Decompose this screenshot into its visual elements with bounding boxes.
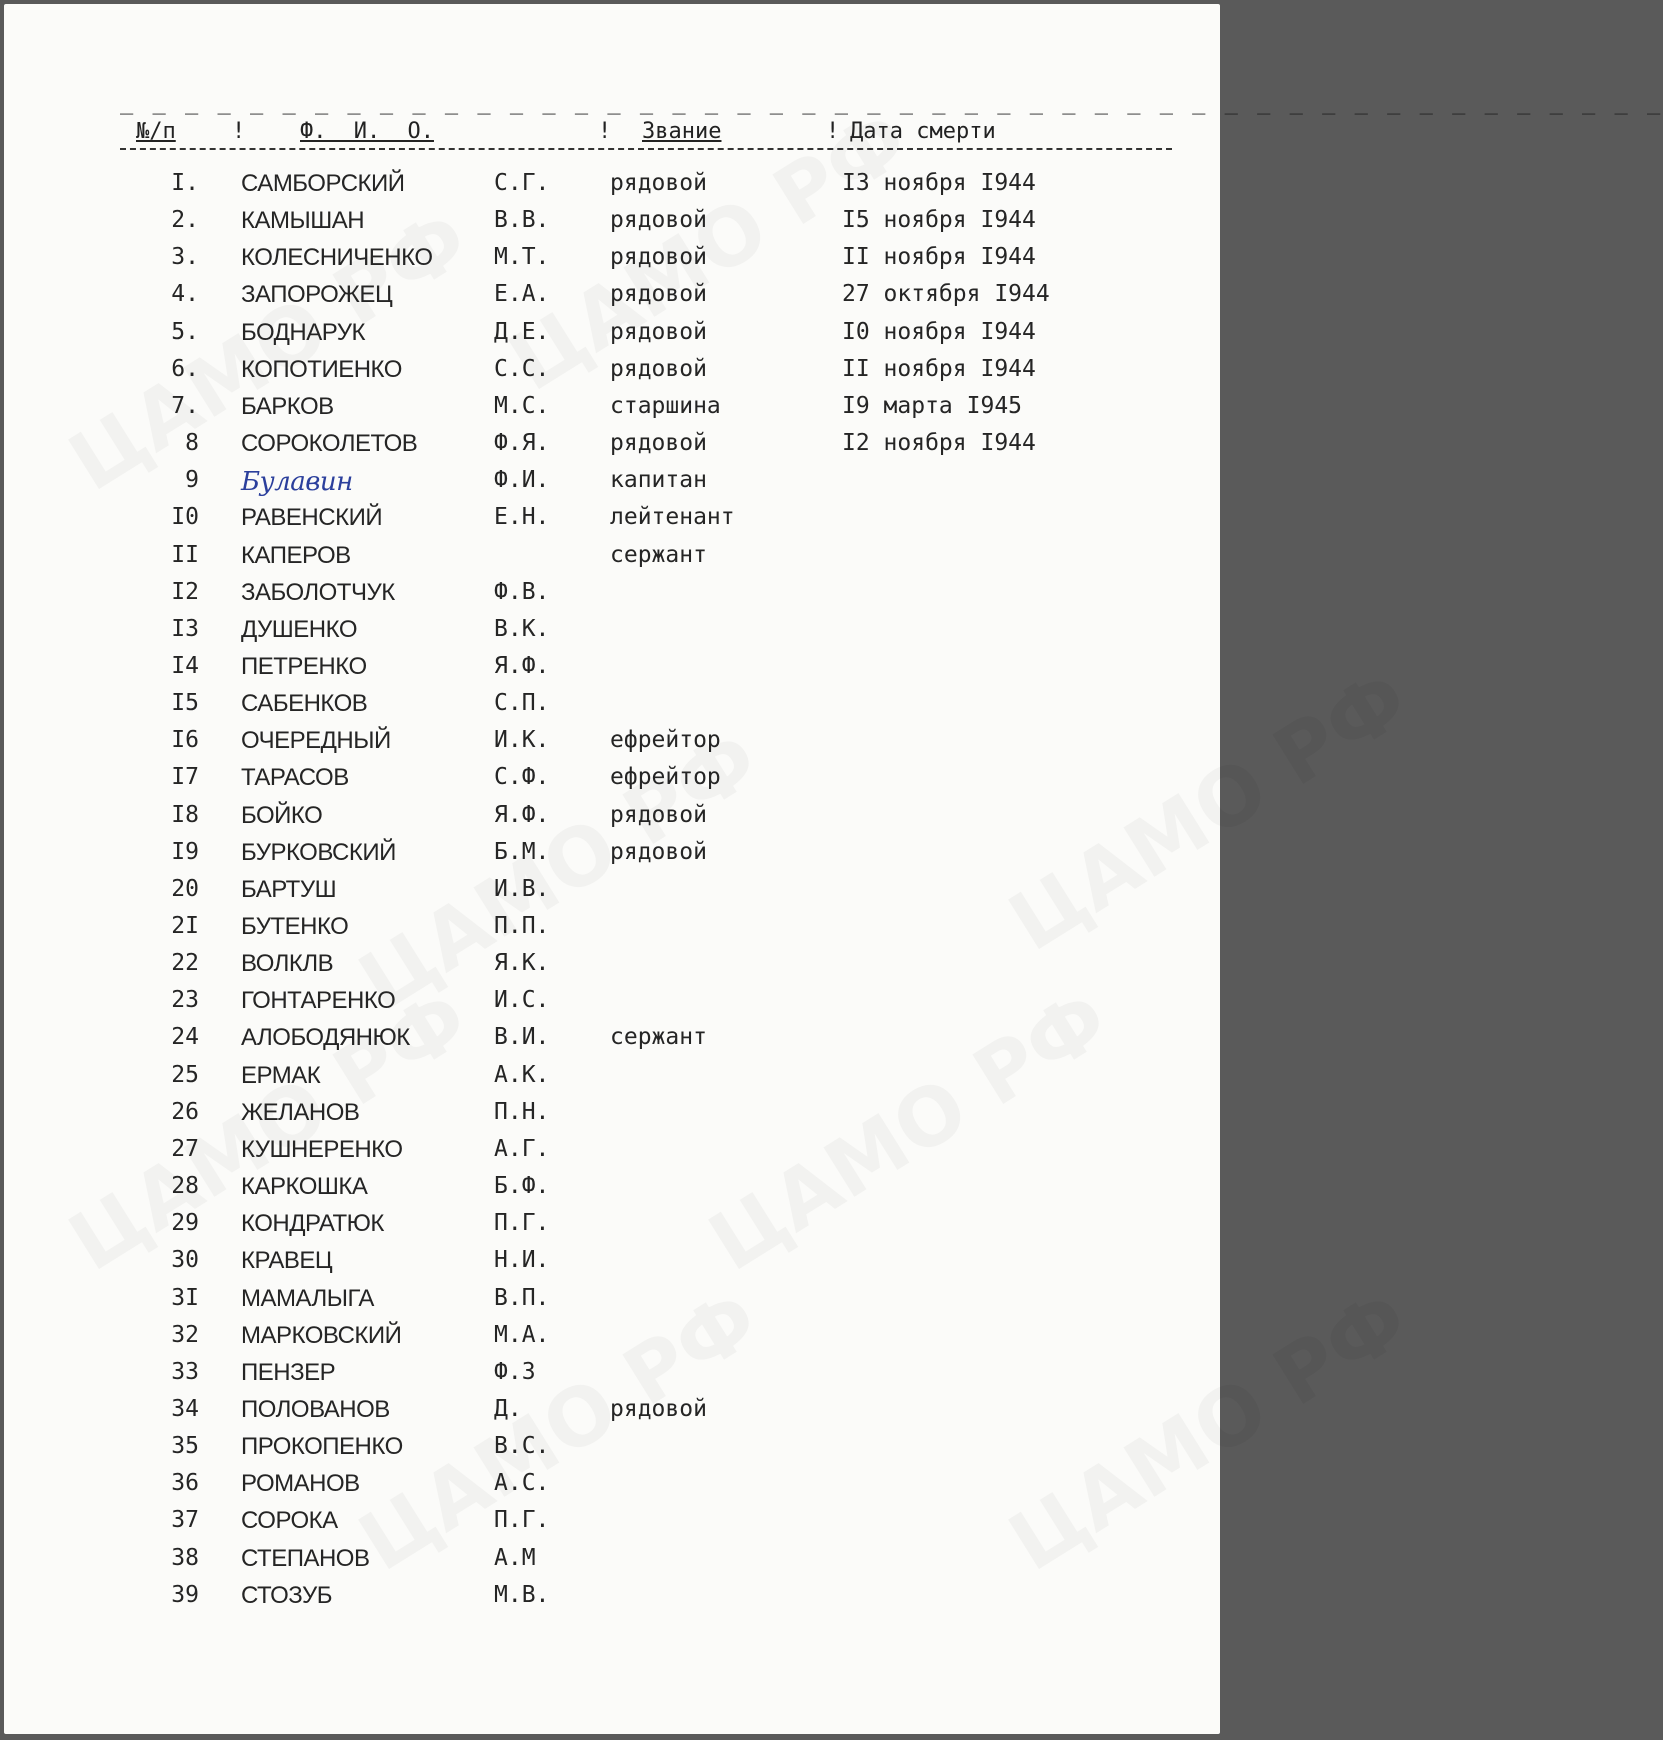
entry-initials: П.П. xyxy=(494,913,550,939)
entry-surname: ПОЛОВАНОВ xyxy=(241,1395,390,1423)
entry-surname: РОМАНОВ xyxy=(241,1470,360,1498)
entry-number: 4. xyxy=(171,281,199,308)
entry-surname: САБЕНКОВ xyxy=(241,690,368,718)
entry-surname: КОНДРАТЮК xyxy=(241,1210,384,1238)
list-item xyxy=(4,467,1220,504)
entry-number: 32 xyxy=(171,1321,199,1348)
entry-initials: М.В. xyxy=(494,1581,550,1608)
list-item xyxy=(4,1396,1220,1433)
header-num: №/п xyxy=(136,119,176,144)
header-date: Дата смерти xyxy=(850,119,996,144)
entry-initials: А.С. xyxy=(494,1470,550,1497)
entry-surname: АЛОБОДЯНЮК xyxy=(241,1024,410,1052)
entry-initials: П.Н. xyxy=(494,1098,550,1125)
list-item xyxy=(4,1322,1220,1359)
entry-initials: В.В. xyxy=(494,207,550,234)
entry-number: I0 xyxy=(171,504,199,531)
entry-initials: С.Г. xyxy=(494,170,550,196)
list-item xyxy=(4,579,1220,616)
entry-initials: Е.Н. xyxy=(494,504,550,531)
list-item xyxy=(4,1545,1220,1582)
entry-number: 23 xyxy=(171,987,199,1014)
header-separator: ! xyxy=(232,119,246,144)
entry-number: 5. xyxy=(171,318,199,345)
entry-initials: В.К. xyxy=(494,615,550,642)
entry-number: 20 xyxy=(171,875,199,902)
list-item xyxy=(4,170,1220,207)
entry-number: I3 xyxy=(171,615,199,642)
list-item xyxy=(4,319,1220,356)
entry-surname: БУРКОВСКИЙ xyxy=(241,838,396,866)
entry-number: 29 xyxy=(171,1210,199,1237)
entry-number: 36 xyxy=(171,1470,199,1497)
entry-number: I5 xyxy=(171,690,199,717)
entry-initials: М.С. xyxy=(494,392,550,419)
entry-initials: Ф.Я. xyxy=(494,430,550,457)
entry-surname: СОРОКОЛЕТОВ xyxy=(241,430,418,458)
entry-death-date: II ноября I944 xyxy=(842,355,1036,382)
entry-number: 30 xyxy=(171,1247,199,1274)
list-item xyxy=(4,430,1220,467)
entry-rank: рядовой xyxy=(610,244,707,271)
entry-initials: П.Г. xyxy=(494,1210,550,1237)
entry-initials: Б.Ф. xyxy=(494,1173,550,1200)
entry-initials: Е.А. xyxy=(494,281,550,308)
list-item xyxy=(4,839,1220,876)
list-item xyxy=(4,913,1220,950)
entry-rank: рядовой xyxy=(610,170,707,196)
entry-number: I8 xyxy=(171,801,199,828)
list-item xyxy=(4,802,1220,839)
entry-rank: ефрейтор xyxy=(610,764,721,791)
list-item xyxy=(4,1173,1220,1210)
entry-surname: КОЛЕСНИЧЕНКО xyxy=(241,244,433,272)
entry-rank: рядовой xyxy=(610,355,707,382)
entry-number: 33 xyxy=(171,1358,199,1385)
list-item xyxy=(4,1062,1220,1099)
entry-death-date: I3 ноября I944 xyxy=(842,170,1036,196)
entry-rank: лейтенант xyxy=(610,504,735,531)
entry-death-date: I2 ноября I944 xyxy=(842,430,1036,457)
entry-number: 28 xyxy=(171,1173,199,1200)
entry-surname: ВОЛКЛВ xyxy=(241,950,334,978)
entry-surname: САМБОРСКИЙ xyxy=(241,170,405,197)
entry-surname: КУШНЕРЕНКО xyxy=(241,1135,403,1163)
list-item xyxy=(4,876,1220,913)
list-item xyxy=(4,1247,1220,1284)
entry-initials: П.Г. xyxy=(494,1507,550,1534)
entry-number: I4 xyxy=(171,652,199,679)
list-item xyxy=(4,727,1220,764)
entry-initials: В.С. xyxy=(494,1433,550,1460)
list-item xyxy=(4,356,1220,393)
entry-initials: А.К. xyxy=(494,1061,550,1088)
entry-surname: СОРОКА xyxy=(241,1507,338,1535)
entry-rank: рядовой xyxy=(610,1395,707,1422)
entry-surname: ОЧЕРЕДНЫЙ xyxy=(241,727,391,755)
list-item xyxy=(4,653,1220,690)
entry-initials: Ф.З xyxy=(494,1358,536,1385)
entry-initials: М.А. xyxy=(494,1321,550,1348)
entry-surname: ГОНТАРЕНКО xyxy=(241,987,396,1015)
header-fio: Ф. И. О. xyxy=(300,119,434,144)
list-item xyxy=(4,393,1220,430)
entry-initials: Д. xyxy=(494,1395,522,1422)
list-item xyxy=(4,1210,1220,1247)
entry-surname: ПРОКОПЕНКО xyxy=(241,1433,403,1461)
entry-death-date: I5 ноября I944 xyxy=(842,207,1036,234)
entry-initials: А.Г. xyxy=(494,1135,550,1162)
list-item xyxy=(4,764,1220,801)
entry-initials: Б.М. xyxy=(494,838,550,865)
entry-number: I2 xyxy=(171,578,199,605)
entry-number: 2I xyxy=(171,913,199,939)
entry-number: 37 xyxy=(171,1507,199,1534)
entry-number: 38 xyxy=(171,1544,199,1571)
entry-surname: МАРКОВСКИЙ xyxy=(241,1321,402,1349)
entry-number: 6. xyxy=(171,355,199,382)
entry-surname: БАРКОВ xyxy=(241,392,334,420)
entry-rank: старшина xyxy=(610,392,721,419)
entry-death-date: II ноября I944 xyxy=(842,244,1036,271)
entry-initials: С.П. xyxy=(494,690,550,717)
entry-surname: ПЕНЗЕР xyxy=(241,1358,336,1386)
entry-number: 22 xyxy=(171,950,199,977)
entry-surname: ЗАБОЛОТЧУК xyxy=(241,578,395,606)
entry-number: II xyxy=(171,541,199,568)
entry-rank: рядовой xyxy=(610,430,707,457)
list-item xyxy=(4,987,1220,1024)
header-separator: ! xyxy=(826,119,840,144)
entry-surname: СТОЗУБ xyxy=(241,1581,333,1609)
entry-initials: Я.Ф. xyxy=(494,652,550,679)
entry-surname: БУТЕНКО xyxy=(241,913,349,940)
entry-number: 34 xyxy=(171,1395,199,1422)
list-item xyxy=(4,281,1220,318)
entry-number: 3I xyxy=(171,1284,199,1311)
list-item xyxy=(4,1470,1220,1507)
entry-rank: рядовой xyxy=(610,318,707,345)
table-header xyxy=(4,119,1220,151)
entry-surname: КРАВЕЦ xyxy=(241,1247,333,1275)
entry-surname: ПЕТРЕНКО xyxy=(241,652,367,680)
entry-rank: рядовой xyxy=(610,838,707,865)
entry-initials: Н.И. xyxy=(494,1247,550,1274)
list-item xyxy=(4,1507,1220,1544)
entry-rank: рядовой xyxy=(610,281,707,308)
entry-number: 39 xyxy=(171,1581,199,1608)
document-page xyxy=(4,4,1663,1734)
entry-initials: В.И. xyxy=(494,1024,550,1051)
entry-rank: сержант xyxy=(610,541,707,568)
entry-number: 3. xyxy=(171,244,199,271)
header-rank: Звание xyxy=(642,119,722,144)
entry-initials: М.Т. xyxy=(494,244,550,271)
entry-number: 8 xyxy=(185,430,199,457)
list-item xyxy=(4,690,1220,727)
entry-initials: Д.Е. xyxy=(494,318,550,345)
entry-initials: А.М xyxy=(494,1544,536,1571)
list-item xyxy=(4,244,1220,281)
list-item xyxy=(4,1285,1220,1322)
entry-initials: С.Ф. xyxy=(494,764,550,791)
entry-number: 2. xyxy=(171,207,199,234)
entry-surname: КОПОТИЕНКО xyxy=(241,355,402,383)
entry-number: I9 xyxy=(171,838,199,865)
entry-number: 26 xyxy=(171,1098,199,1125)
list-item xyxy=(4,1433,1220,1470)
entry-surname: СТЕПАНОВ xyxy=(241,1544,370,1572)
list-item xyxy=(4,542,1220,579)
entry-initials: Ф.В. xyxy=(494,578,550,605)
entry-surname: Булавин xyxy=(241,467,353,498)
list-item xyxy=(4,1099,1220,1136)
entry-initials: И.С. xyxy=(494,987,550,1014)
header-dashed-rule xyxy=(120,148,1172,150)
entry-surname: КАПЕРОВ xyxy=(241,541,351,569)
list-item xyxy=(4,616,1220,653)
entry-number: I. xyxy=(171,170,199,196)
list-item xyxy=(4,1024,1220,1061)
entry-surname: БАРТУШ xyxy=(241,875,337,903)
entry-initials: И.К. xyxy=(494,727,550,754)
entry-initials: Я.Ф. xyxy=(494,801,550,828)
entry-surname: ЕРМАК xyxy=(241,1061,321,1089)
entry-number: 9 xyxy=(185,467,199,494)
entry-number: 35 xyxy=(171,1433,199,1460)
entry-death-date: I9 марта I945 xyxy=(842,392,1023,419)
entry-death-date: 27 октября I944 xyxy=(842,281,1050,308)
entry-initials: Ф.И. xyxy=(494,467,550,494)
entry-surname: ЗАПОРОЖЕЦ xyxy=(241,281,393,309)
list-item xyxy=(4,1359,1220,1396)
entry-surname: РАВЕНСКИЙ xyxy=(241,504,383,532)
entry-initials: С.С. xyxy=(494,355,550,382)
entry-surname: КАРКОШКА xyxy=(241,1173,368,1201)
entry-number: 27 xyxy=(171,1135,199,1162)
entry-surname: ТАРАСОВ xyxy=(241,764,349,792)
entry-rank: рядовой xyxy=(610,801,707,828)
entry-surname: КАМЫШАН xyxy=(241,207,365,235)
entry-number: I6 xyxy=(171,727,199,754)
entry-number: 25 xyxy=(171,1061,199,1088)
entry-surname: ЖЕЛАНОВ xyxy=(241,1098,360,1126)
entry-initials: В.П. xyxy=(494,1284,550,1311)
entry-initials: Я.К. xyxy=(494,950,550,977)
entry-number: 24 xyxy=(171,1024,199,1051)
entry-number: I7 xyxy=(171,764,199,791)
entry-rank: сержант xyxy=(610,1024,707,1051)
entry-surname: БОЙКО xyxy=(241,801,323,829)
header-separator: ! xyxy=(598,119,612,144)
top-dashed-rule: _ _ _ _ _ _ _ _ _ _ _ _ _ _ _ _ _ _ _ _ _ _ _ _ _ _ _ _ _ _ _ _ _ _ _ _ _ _ _ _ _ _ _ _ _ _ _ _ xyxy=(120,90,1663,115)
list-item xyxy=(4,207,1220,244)
entry-surname: ДУШЕНКО xyxy=(241,615,357,643)
entry-initials: И.В. xyxy=(494,875,550,902)
entry-death-date: I0 ноября I944 xyxy=(842,318,1036,345)
list-item xyxy=(4,950,1220,987)
entry-surname: БОДНАРУК xyxy=(241,318,365,346)
list-item xyxy=(4,1136,1220,1173)
list-item xyxy=(4,1582,1220,1619)
entry-rank: рядовой xyxy=(610,207,707,234)
entry-rank: ефрейтор xyxy=(610,727,721,754)
entry-surname: МАМАЛЫГА xyxy=(241,1284,374,1312)
entry-number: 7. xyxy=(171,392,199,419)
list-item xyxy=(4,504,1220,541)
entry-rank: капитан xyxy=(610,467,707,494)
